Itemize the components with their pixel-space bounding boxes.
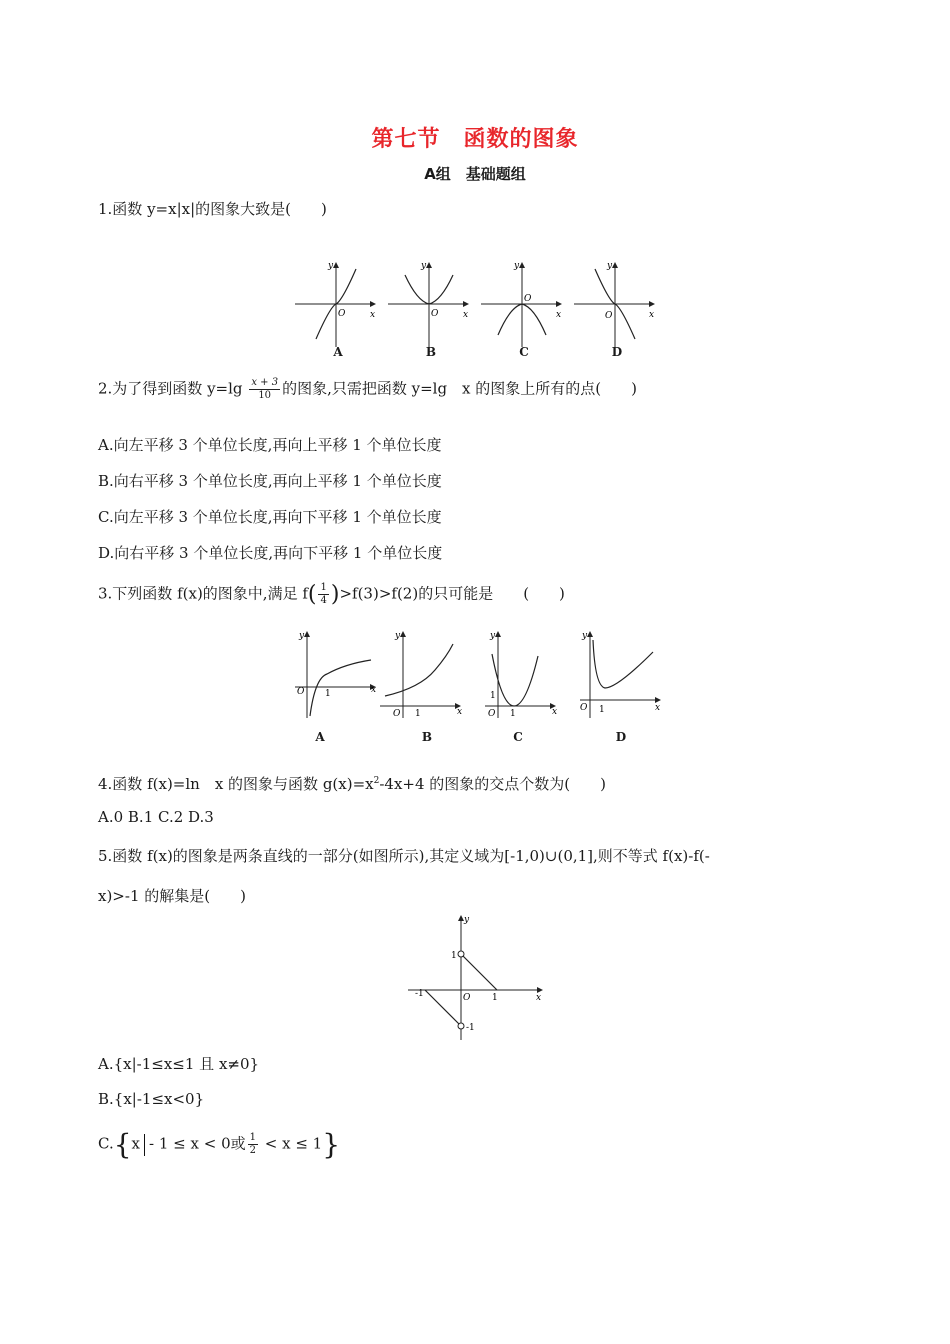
q2-suffix: 的图象,只需把函数 y=lg x 的图象上所有的点( )	[282, 379, 637, 398]
q3-fraction	[318, 582, 328, 607]
svg-text:y: y	[490, 631, 496, 641]
q3-label-d: D	[615, 730, 627, 744]
q3-suffix: >f(3)>f(2)的只可能是 ( )	[339, 584, 565, 603]
svg-text:y: y	[607, 261, 613, 271]
q1-graph-a	[295, 261, 375, 347]
q5-y-label: y	[464, 915, 470, 925]
page-title: 第七节 函数的图象	[371, 127, 579, 152]
svg-text:x: x	[463, 310, 469, 320]
q5c-x: x	[131, 1134, 141, 1153]
q3-graph-d	[580, 631, 660, 718]
q3-label-c: C	[513, 730, 523, 744]
q2-frac-den: 10	[258, 390, 272, 401]
q1a-y-label: y	[328, 261, 334, 271]
q5c-fraction	[248, 1132, 258, 1157]
svg-text:x: x	[655, 703, 661, 713]
svg-text:y: y	[582, 631, 588, 641]
q5-y-tick-neg-one: -1	[466, 1023, 475, 1033]
svg-text:y: y	[421, 261, 427, 271]
svg-text:1: 1	[490, 691, 496, 701]
q3-graph-b	[380, 631, 462, 719]
q3a-tick: 1	[325, 689, 331, 699]
q5c-frac-num: 1	[249, 1132, 256, 1143]
svg-text:x: x	[552, 707, 558, 717]
question-2-text	[98, 377, 637, 402]
q1-label-b: B	[425, 345, 437, 359]
q2-option-a: A.向左平移 3 个单位长度,再向上平移 1 个单位长度	[98, 436, 442, 454]
q1-label-a: A	[333, 345, 343, 359]
svg-text:y: y	[514, 261, 520, 271]
q1-label-d: D	[611, 345, 623, 359]
q4-options: A.0 B.1 C.2 D.3	[98, 808, 214, 826]
svg-text:1: 1	[510, 709, 516, 719]
svg-text:O: O	[524, 294, 532, 304]
question-3-text: 3.下列函数 f(x)的图象中,满足 f( $\frac{1}{4}$ )>f(3)>f(2)的只可能是 ( )	[98, 582, 565, 607]
q2-prefix: 2.为了得到函数 y=lg	[98, 379, 243, 398]
q5-y-tick-one: 1	[451, 951, 457, 961]
q4-sup: 2	[373, 776, 380, 786]
svg-text:1: 1	[599, 705, 605, 715]
section-subtitle: A组 基础题组	[424, 165, 526, 183]
q3-frac-num: 1	[320, 582, 327, 593]
q1a-origin-label: O	[338, 309, 346, 319]
svg-text:x: x	[556, 310, 562, 320]
svg-text:O: O	[605, 311, 613, 321]
svg-text:O: O	[393, 709, 401, 719]
q1-graph-d	[574, 261, 654, 347]
q2-fraction	[249, 377, 280, 402]
q3-graph-a	[295, 631, 376, 718]
q5-tick-one: 1	[492, 993, 498, 1003]
q2-option-b: B.向右平移 3 个单位长度,再向上平移 1 个单位长度	[98, 472, 442, 490]
svg-text:x: x	[457, 707, 463, 717]
svg-text:O: O	[488, 709, 496, 719]
q5-x-label: x	[536, 993, 542, 1003]
q5c-frac-den: 2	[249, 1145, 256, 1156]
svg-text:O: O	[297, 687, 305, 697]
q3-graph-c	[485, 631, 557, 719]
q5-option-a: A.{x|-1≤x≤1 且 x≠0}	[98, 1055, 260, 1073]
svg-text:1: 1	[415, 709, 421, 719]
svg-text:O: O	[580, 703, 588, 713]
q2-option-c: C.向左平移 3 个单位长度,再向下平移 1 个单位长度	[98, 508, 442, 526]
q3-label-b: B	[421, 730, 433, 744]
question-3-graphs	[285, 628, 665, 723]
question-5-graph	[400, 910, 550, 1045]
svg-text:x: x	[371, 685, 377, 695]
question-1-text: 1.函数 y=x|x|的图象大致是( )	[98, 200, 327, 218]
question-5-line-1: 5.函数 f(x)的图象是两条直线的一部分(如图所示),其定义域为[-1,0)∪(0,1],则不等式 f(x)-f(-	[98, 847, 710, 865]
q1a-x-label: x	[370, 310, 376, 320]
q5-origin-label: O	[463, 993, 471, 1003]
question-5-line-2: x)>-1 的解集是( )	[98, 887, 246, 905]
q1-graph-b	[388, 261, 468, 347]
q2-frac-num: x + 3	[251, 377, 279, 388]
q4-text-pre: 4.函数 f(x)=ln x 的图象与函数 g(x)=x	[98, 775, 374, 793]
q3-frac-den: 4	[320, 595, 327, 606]
svg-text:y: y	[395, 631, 401, 641]
q2-option-d: D.向右平移 3 个单位长度,再向下平移 1 个单位长度	[98, 544, 443, 562]
q1-label-c: C	[519, 345, 529, 359]
svg-text:x: x	[649, 310, 655, 320]
q5c-label: C.	[98, 1134, 114, 1153]
q1-graph-c	[481, 261, 561, 347]
q4-text-post: -4x+4 的图象的交点个数为( )	[379, 775, 607, 793]
q5-option-b: B.{x|-1≤x<0}	[98, 1090, 205, 1108]
q5-option-c: C.{x - 1 ≤ x < 0或 $\frac{1}{2}$ < x ≤ 1}	[98, 1128, 341, 1161]
q5-tick-neg-one: -1	[415, 989, 424, 999]
svg-text:O: O	[431, 309, 439, 319]
q3-prefix: 3.下列函数 f(x)的图象中,满足 f	[98, 584, 308, 603]
q5c-body: - 1 ≤ x < 0或	[149, 1134, 246, 1153]
q3-label-a: A	[315, 730, 325, 744]
q5c-tail: < x ≤ 1	[264, 1134, 323, 1153]
question-4-text	[98, 773, 606, 794]
svg-text:y: y	[299, 631, 305, 641]
